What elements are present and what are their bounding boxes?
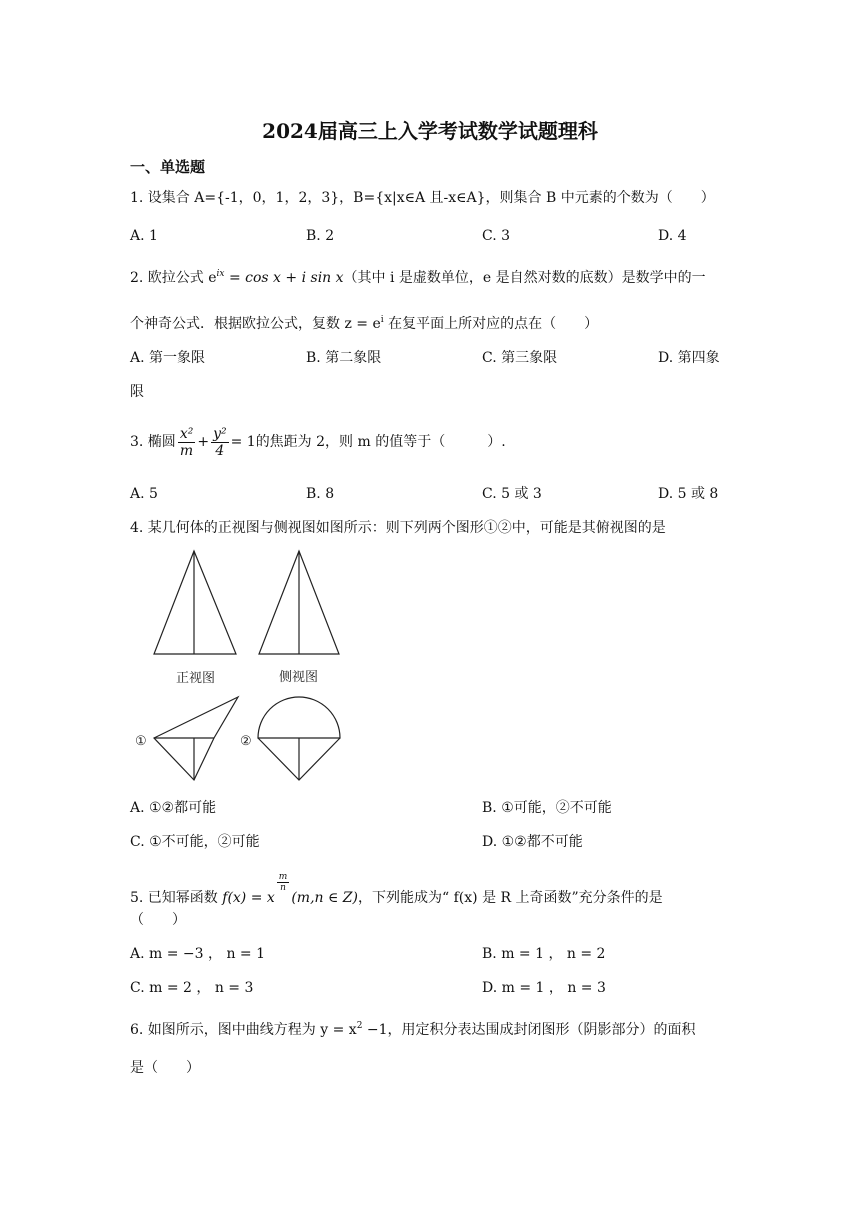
question-6-stem-line1 xyxy=(130,1016,696,1040)
q3-rest: 的焦距为 2，则 m 的值等于（ ）. xyxy=(255,434,506,450)
q6-rest: −1，用定积分表达围成封闭图形（阴影部分）的面积 xyxy=(362,1022,696,1038)
q2-exponent-2: i xyxy=(380,315,384,325)
q5-paren: （ ） xyxy=(130,912,186,928)
q2-rest-2: 在复平面上所对应的点在（ ） xyxy=(383,316,599,332)
q3-fraction-y: $\frac{\text{y²}}{4}$ xyxy=(213,425,227,459)
figure-1-label: ① xyxy=(135,734,147,749)
front-view-label: 正视图 xyxy=(176,671,216,686)
q2-option-b: B. 第二象限 xyxy=(306,350,382,366)
q2-option-d-wrap: 限 xyxy=(130,384,144,400)
q2-option-c: C. 第三象限 xyxy=(482,350,558,366)
q4-option-d: D. ①②都不可能 xyxy=(482,834,583,850)
q3-prefix: 3. 椭圆 xyxy=(130,434,176,450)
question-6-stem-line2: 是（ ） xyxy=(130,1060,200,1076)
page-title: 2024届高三上入学考试数学试题理科 xyxy=(262,119,598,143)
q4-option-a: A. ①②都可能 xyxy=(130,800,217,816)
front-view-triangle xyxy=(154,551,236,654)
q1-option-b: B. 2 xyxy=(306,228,335,244)
q3-fraction-x: $\frac{\text{x²}}{m}$ xyxy=(179,425,194,459)
q3-equals: = 1 xyxy=(230,434,256,450)
question-3-stem xyxy=(130,424,506,460)
q4-option-c: C. ①不可能，②可能 xyxy=(130,834,260,850)
q6-prefix: 6. 如图所示，图中曲线方程为 y = x xyxy=(130,1022,357,1038)
q2-option-a: A. 第一象限 xyxy=(130,350,206,366)
q2-exponent: ix xyxy=(216,269,225,279)
q4-option-b: B. ①可能，②不可能 xyxy=(482,800,612,816)
q2-formula: = cos x + i sin x xyxy=(224,270,344,286)
q5-option-c: C. m = 2 ， n = 3 xyxy=(130,980,254,996)
q2-option-d: D. 第四象 xyxy=(658,350,720,366)
question-1-stem: 1. 设集合 A={-1，0，1，2，3}，B={x|x∈A 且-x∈A}，则集合 B 中元素的个数为（ ） xyxy=(130,190,715,206)
q5-prefix: 5. 已知幂函数 xyxy=(130,890,218,906)
figure-1-top-view xyxy=(154,697,238,780)
q5-rest: ，下列能成为“ f(x) 是 R 上奇函数”充分条件的是 xyxy=(358,890,663,906)
figure-2-label: ② xyxy=(240,734,252,749)
question-5-stem xyxy=(130,872,663,913)
q6-exponent: 2 xyxy=(356,1021,363,1031)
q5-domain: (m,n ∈ Z) xyxy=(291,890,359,906)
q1-option-d: D. 4 xyxy=(658,228,687,244)
q3-option-a: A. 5 xyxy=(130,486,158,502)
q5-option-d: D. m = 1 ， n = 3 xyxy=(482,980,606,996)
question-2-stem-line2 xyxy=(130,310,598,334)
q2-prefix-2: 个神奇公式．根据欧拉公式，复数 z = e xyxy=(130,316,381,332)
q1-option-c: C. 3 xyxy=(482,228,511,244)
q3-option-c: C. 5 或 3 xyxy=(482,486,542,502)
figure-2-top-view xyxy=(258,697,340,780)
question-4-stem: 4. 某几何体的正视图与侧视图如图所示：则下列两个图形①②中，可能是其俯视图的是 xyxy=(130,520,666,536)
q2-rest: （其中 i 是虚数单位，e 是自然对数的底数）是数学中的一 xyxy=(343,270,706,286)
q3-plus: + xyxy=(197,434,210,450)
q1-option-a: A. 1 xyxy=(130,228,158,244)
side-view-triangle xyxy=(259,551,339,654)
question-2-stem-line1 xyxy=(130,264,706,288)
three-view-figure xyxy=(130,545,370,790)
q5-option-a: A. m = −3 ， n = 1 xyxy=(130,946,266,962)
q5-option-b: B. m = 1 ， n = 2 xyxy=(482,946,606,962)
q5-exponent: $\frac{m}{n}$ xyxy=(278,872,288,893)
q2-prefix: 2. 欧拉公式 e xyxy=(130,270,217,286)
section-heading: 一、单选题 xyxy=(130,158,206,176)
q3-option-b: B. 8 xyxy=(306,486,335,502)
side-view-label: 侧视图 xyxy=(279,670,319,685)
q3-option-d: D. 5 或 8 xyxy=(658,486,719,502)
q5-function: f(x) = x xyxy=(222,890,275,906)
